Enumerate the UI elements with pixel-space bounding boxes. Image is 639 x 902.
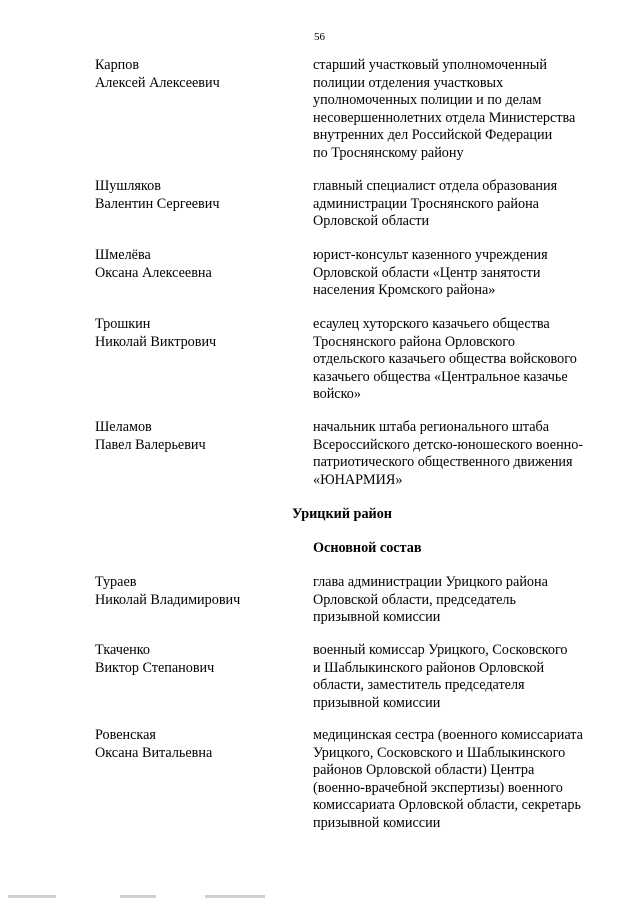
scan-mark xyxy=(8,895,56,898)
member-role: начальник штаба регионального штаба Всероссийского детско-юношеского военно- патриотического общественного движения «ЮНАРМИЯ» xyxy=(313,419,584,488)
member-role: главный специалист отдела образования администрации Троснянского района Орловской области xyxy=(313,178,558,230)
section-heading: Урицкий район xyxy=(292,506,392,522)
member-name: Шушляков Валентин Сергеевич xyxy=(95,178,220,212)
member-role: военный комиссар Урицкого, Сосковского и Шаблыкинского районов Орловской области, заместитель председателя призывной комиссии xyxy=(313,642,568,711)
scan-artifact xyxy=(0,892,639,902)
member-name: Карпов Алексей Алексеевич xyxy=(95,57,220,91)
page-number: 56 xyxy=(314,31,325,43)
member-name: Шеламов Павел Валерьевич xyxy=(95,419,206,453)
member-role: старший участковый уполномоченный полиции отделения участковых уполномоченных полиции и по делам несовершеннолетних отдела Министерства внутренних дел Российской Федерации по Троснянскому району xyxy=(313,57,576,161)
member-name: Ткаченко Виктор Степанович xyxy=(95,642,215,676)
member-name: Тураев Николай Владимирович xyxy=(95,574,241,608)
member-role: есаулец хуторского казачьего общества Троснянского района Орловского отдельского казачьего общества войскового казачьего общества «Центральное казачье войско» xyxy=(313,316,577,403)
member-name: Ровенская Оксана Витальевна xyxy=(95,727,213,761)
member-name: Шмелёва Оксана Алексеевна xyxy=(95,247,212,281)
member-name: Трошкин Николай Виктрович xyxy=(95,316,217,350)
member-role: глава администрации Урицкого района Орловской области, председатель призывной комиссии xyxy=(313,574,548,626)
scan-mark xyxy=(205,895,265,898)
member-role: медицинская сестра (военного комиссариата Урицкого, Сосковского и Шаблыкинского районов Орловской области) Центра (военно-врачебной экспертизы) военного комиссариата Орловской области, секретарь призывной комиссии xyxy=(313,727,583,831)
subsection-heading: Основной состав xyxy=(313,540,422,556)
scan-mark xyxy=(120,895,156,898)
member-role: юрист-консульт казенного учреждения Орловской области «Центр занятости населения Кромского района» xyxy=(313,247,548,299)
